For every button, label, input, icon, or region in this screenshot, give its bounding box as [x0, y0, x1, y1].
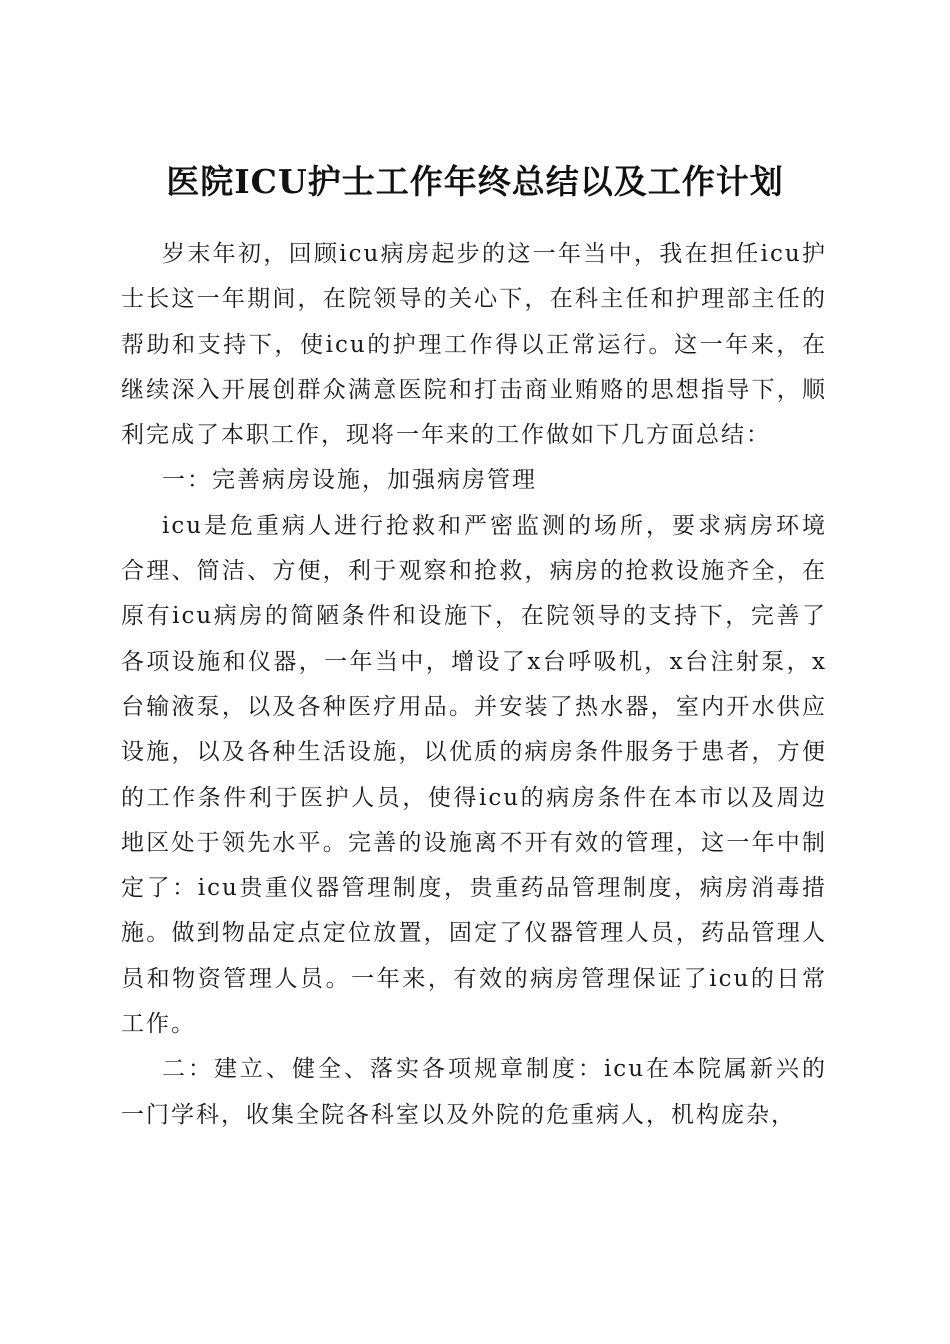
document-body	[121, 232, 827, 1138]
paragraph-intro: 岁末年初，回顾icu病房起步的这一年当中，我在担任icu护士长这一年期间，在院领导的关心下，在科主任和护理部主任的帮助和支持下，使icu的护理工作得以正常运行。这一年来，在继续深入开展创群众满意医院和打击商业贿赂的思想指导下，顺利完成了本职工作，现将一年来的工作做如下几方面总结：	[121, 241, 827, 449]
document-title: 医院ICU护士工作年终总结以及工作计划	[166, 162, 784, 202]
paragraph-facilities: icu是危重病人进行抢救和严密监测的场所，要求病房环境合理、简洁、方便，利于观察和抢救，病房的抢救设施齐全，在原有icu病房的简陋条件和设施下，在院领导的支持下，完善了各项设施和仪器，一年当中，增设了x台呼吸机，x台注射泵，x台输液泵，以及各种医疗用品。并安装了热水器，室内开水供应设施，以及各种生活设施，以优质的病房条件服务于患者，方便的工作条件利于医护人员，使得icu的病房条件在本市以及周边地区处于领先水平。完善的设施离不开有效的管理，这一年中制定了：icu贵重仪器管理制度，贵重药品管理制度，病房消毒措施。做到物品定点定位放置，固定了仪器管理人员，药品管理人员和物资管理人员。一年来，有效的病房管理保证了icu的日常工作。	[121, 512, 827, 1038]
section-heading-one: 一：完善病房设施，加强病房管理	[162, 467, 537, 494]
paragraph-regulations: 二：建立、健全、落实各项规章制度：icu在本院属新兴的一门学科，收集全院各科室以及外院的危重病人，机构庞杂，	[121, 1056, 827, 1128]
